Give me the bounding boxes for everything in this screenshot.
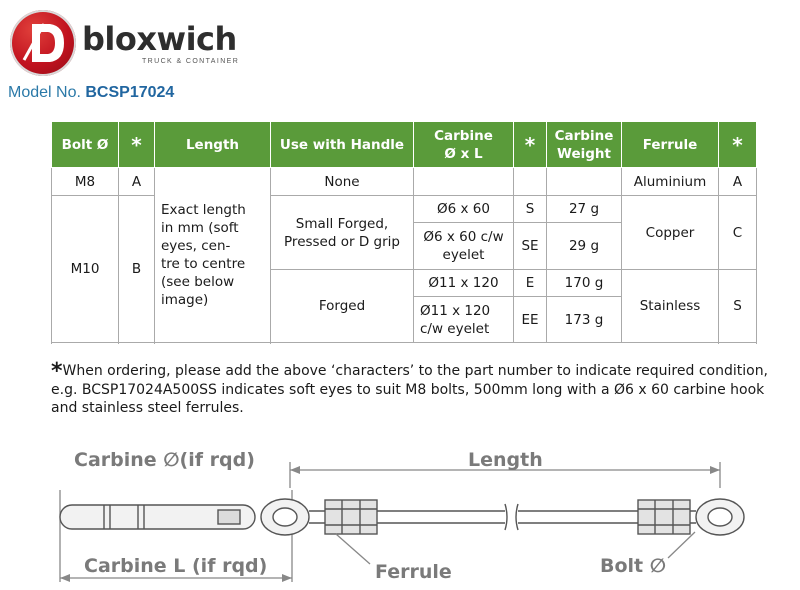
logo-emblem-icon — [10, 10, 76, 76]
handle-cell: Forged — [271, 270, 414, 343]
carbine-size-cell — [414, 168, 514, 196]
handle-line2: Pressed or D grip — [284, 233, 400, 250]
header-length: Length — [155, 122, 271, 168]
carbine-size-cell — [414, 297, 514, 343]
bolt-code-cell: B — [119, 196, 155, 343]
brand-name: bloxwich — [82, 20, 237, 58]
arrow-head — [60, 574, 70, 582]
carbine-weight-cell: 27 g — [547, 196, 622, 223]
handle-cell — [271, 196, 414, 270]
carbine-code-cell: S — [514, 196, 547, 223]
carbine-weight-cell: 173 g — [547, 297, 622, 343]
model-number-line — [8, 84, 174, 102]
ferrule-code-cell: A — [719, 168, 757, 196]
carbine-size-line2: c/w eyelet — [420, 320, 490, 337]
handle-cell: None — [271, 168, 414, 196]
ferrule-leader-line — [336, 534, 370, 564]
left-ferrule-icon — [325, 500, 377, 534]
length-line: in mm (soft — [161, 220, 239, 236]
carbine-size-line2: eyelet — [442, 247, 485, 263]
header-handle: Use with Handle — [271, 122, 414, 168]
carbine-code-cell — [514, 168, 547, 196]
ferrule-code-cell: S — [719, 270, 757, 343]
header-carbine-line1: Carbine — [434, 127, 493, 144]
header-carbine — [414, 122, 514, 168]
spec-table — [51, 121, 757, 343]
carbine-code-cell: E — [514, 270, 547, 297]
arrow-head — [710, 466, 720, 474]
ferrule-cell: Stainless — [622, 270, 719, 343]
header-ferrule: Ferrule — [622, 122, 719, 168]
length-description-cell — [155, 168, 271, 343]
handle-line1: Small Forged, — [295, 215, 389, 232]
bolt-size-cell: M8 — [52, 168, 119, 196]
ferrule-cell: Copper — [622, 196, 719, 270]
carbine-weight-cell: 29 g — [547, 223, 622, 270]
carbine-length-label: Carbine L (if rqd) — [84, 555, 268, 577]
brand-logo — [8, 6, 248, 86]
carbine-diameter-label: Carbine ∅(if rqd) — [74, 449, 255, 471]
length-line: eyes, cen- — [161, 238, 231, 254]
header-weight-line2: Weight — [557, 145, 611, 162]
ferrule-cell: Aluminium — [622, 168, 719, 196]
cable-diagram — [0, 440, 800, 590]
carbine-code-cell: EE — [514, 297, 547, 343]
model-number: BCSP17024 — [85, 84, 175, 101]
length-line: (see below — [161, 274, 235, 290]
right-ferrule-icon — [638, 500, 690, 534]
carbine-weight-cell — [547, 168, 622, 196]
left-eye-icon — [261, 499, 309, 535]
logo-d-mark-icon — [10, 10, 76, 76]
bolt-size-cell: M10 — [52, 196, 119, 343]
header-code-bolt: * — [119, 122, 155, 168]
carbine-size-cell: Ø11 x 120 — [414, 270, 514, 297]
note-star: * — [51, 359, 63, 384]
carbine-size-cell: Ø6 x 60 — [414, 196, 514, 223]
arrow-head — [290, 466, 300, 474]
length-line: image) — [161, 292, 209, 308]
header-code-carbine: * — [514, 122, 547, 168]
length-label: Length — [468, 449, 543, 471]
carbine-size-line1: Ø11 x 120 — [420, 302, 491, 319]
header-weight-line1: Carbine — [554, 127, 614, 144]
table-row — [52, 168, 757, 196]
carbine-hook-icon — [60, 505, 255, 529]
carbine-size-line1: Ø6 x 60 c/w — [423, 229, 504, 245]
ordering-note — [51, 359, 771, 417]
arrow-head — [282, 574, 292, 582]
brand-tagline: TRUCK & CONTAINER — [142, 58, 240, 65]
bolt-code-cell: A — [119, 168, 155, 196]
carbine-code-cell: SE — [514, 223, 547, 270]
table-header-row — [52, 122, 757, 168]
model-prefix: Model No. — [8, 84, 81, 101]
carbine-size-cell — [414, 223, 514, 270]
header-bolt: Bolt Ø — [52, 122, 119, 168]
header-code-ferrule: * — [719, 122, 757, 168]
length-line: Exact length — [161, 202, 246, 218]
ferrule-label: Ferrule — [375, 561, 452, 583]
header-carbine-line2: Ø x L — [444, 145, 483, 162]
length-line: tre to centre — [161, 256, 246, 272]
bolt-leader-line — [668, 532, 695, 558]
bolt-diameter-label: Bolt ∅ — [600, 555, 667, 577]
ferrule-code-cell: C — [719, 196, 757, 270]
carbine-weight-cell: 170 g — [547, 270, 622, 297]
header-carbine-weight — [547, 122, 622, 168]
note-text: When ordering, please add the above ‘characters’ to the part number to indicate required condition, e.g. BCSP17024A500SS indicates soft eyes to suit M8 bolts, 500mm long with a Ø6 x 60 carbine hook and stainless steel ferrules. — [51, 363, 769, 416]
right-eye-icon — [696, 499, 744, 535]
